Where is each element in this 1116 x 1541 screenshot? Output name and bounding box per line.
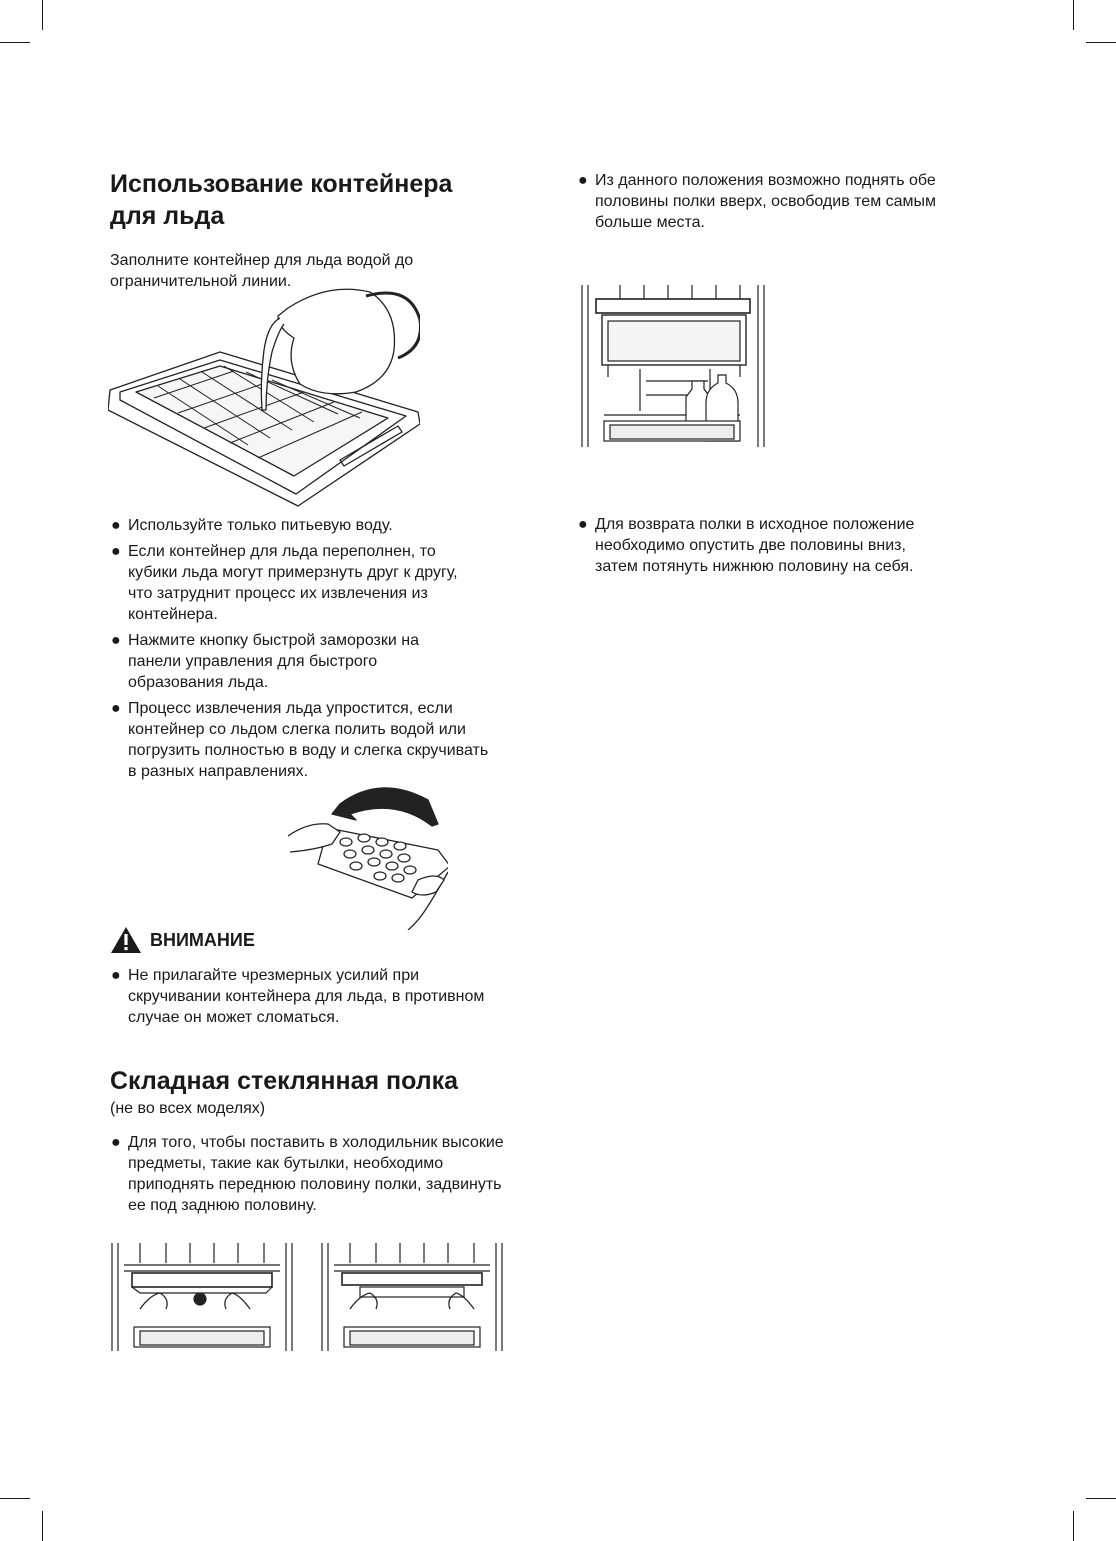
warning-triangle-icon (110, 926, 142, 954)
ice-tip-2: ● Если контейнер для льда переполнен, то кубики льда могут примерзнуть друг к другу, что затруднит процесс их извлечения из контейнера. (111, 543, 458, 623)
right-bottom-list (577, 514, 997, 582)
fill-line-2: ограничительной линии. (110, 273, 292, 290)
ice-tip-3: ● Нажмите кнопку быстрой заморозки на панели управления для быстрого образования льда. (111, 632, 419, 691)
crop-mark-top-right-v (1073, 0, 1074, 30)
crop-mark-bottom-left-h (0, 1498, 30, 1499)
twisting-tray-illustration (288, 780, 448, 930)
right-top-item-1: ● Из данного положения возможно поднять обе половины полки вверх, освободив тем самым больше места. (578, 172, 937, 231)
shelf-item-1: ● Для того, чтобы поставить в холодильник высокие предметы, такие как бутылки, необходимо приподнять переднюю половину полки, задвинуть ее под заднюю половину. (111, 1134, 504, 1214)
ice-title-line-2: для льда (110, 202, 225, 230)
fill-line-1: Заполните контейнер для льда водой до (110, 252, 414, 269)
warning-heading (110, 925, 255, 955)
ice-tip-4: ● Процесс извлечения льда упростится, если контейнер со льдом слегка полить водой или погрузить полностью в воду и слегка скручивать в разных направлениях. (111, 700, 489, 780)
shelf-subtitle: (не во всех моделях) (110, 1100, 266, 1117)
shelf-list (110, 1132, 560, 1221)
shelf-raised-illustration (580, 285, 768, 450)
shelf-title: Складная стеклянная полка (110, 1067, 459, 1095)
right-top-list (577, 170, 997, 238)
ice-container-title (110, 168, 452, 232)
crop-mark-bottom-left-v (42, 1511, 43, 1541)
crop-mark-top-left-v (42, 0, 43, 30)
right-bottom-item-1: ● Для возврата полки в исходное положение необходимо опустить две половины вниз, затем потянуть нижнюю половину на себя. (578, 516, 915, 575)
ice-tip-1: ● Используйте только питьевую воду. (111, 517, 393, 534)
crop-mark-top-left-h (0, 42, 30, 43)
crop-mark-top-right-h (1086, 42, 1116, 43)
warning-label: ВНИМАНИЕ (150, 929, 255, 950)
shelf-fold-illustration-2 (320, 1243, 504, 1353)
ice-tray-pouring-illustration (108, 280, 420, 512)
shelf-fold-illustration-1 (110, 1243, 294, 1353)
ice-tips-list (110, 515, 550, 787)
crop-mark-bottom-right-h (1086, 1498, 1116, 1499)
warning-list (110, 965, 550, 1033)
warning-item-1: ● Не прилагайте чрезмерных усилий при скручивании контейнера для льда, в противном случае он может сломаться. (111, 967, 485, 1026)
crop-mark-bottom-right-v (1073, 1511, 1074, 1541)
ice-title-line-1: Использование контейнера (110, 170, 453, 198)
